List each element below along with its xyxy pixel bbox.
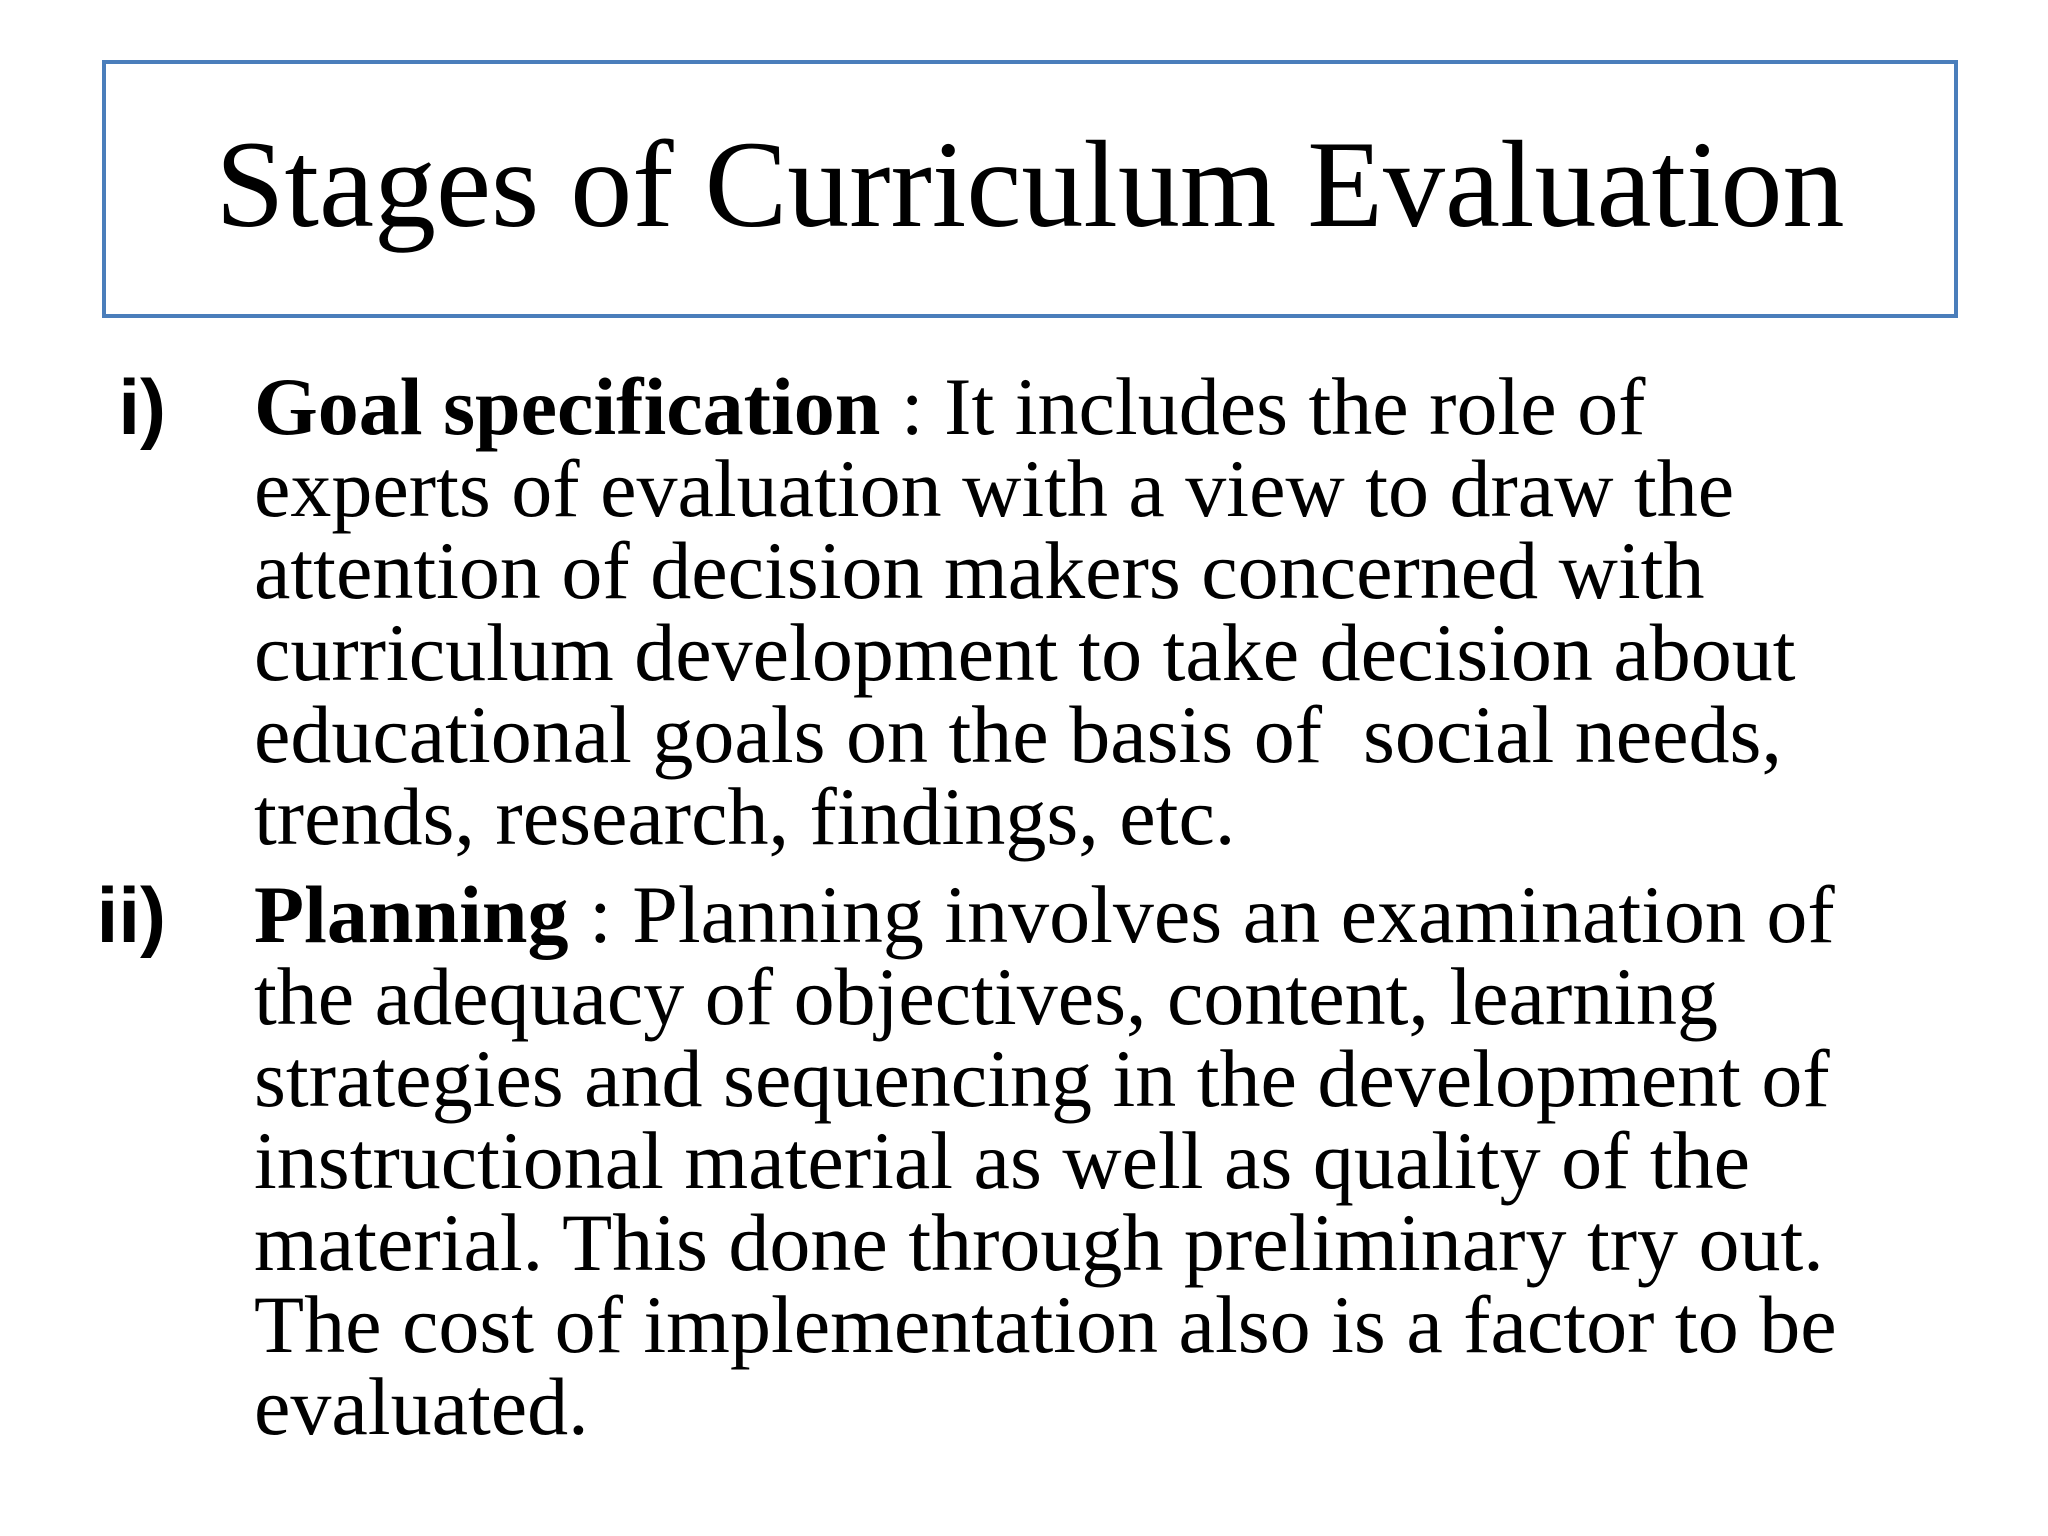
description-line: evaluated. [254, 1361, 589, 1452]
stage-description [254, 361, 1934, 862]
description-text: Planning involves an examination of [632, 869, 1835, 960]
description-line: The cost of implementation also is a factor to be [254, 1279, 1837, 1370]
description-line: strategies and sequencing in the development of [254, 1033, 1830, 1124]
description-line [254, 869, 1934, 960]
description-line: the adequacy of objectives, content, learning [254, 951, 1719, 1042]
term-separator: : [880, 361, 945, 452]
description-line: educational goals on the basis of social needs, [254, 689, 1782, 780]
description-line: curriculum development to take decision about [254, 607, 1796, 698]
description-line: material. This done through preliminary try out. [254, 1197, 1824, 1288]
title-box [102, 60, 1958, 318]
stage-description [254, 869, 1934, 1452]
description-line: experts of evaluation with a view to draw the [254, 443, 1735, 534]
description-line: trends, research, findings, etc. [254, 771, 1236, 862]
description-line: instructional material as well as quality of the [254, 1115, 1751, 1206]
description-text: It includes the role of [944, 361, 1646, 452]
slide-title: Stages of Curriculum Evaluation [215, 116, 1845, 253]
term-separator: : [568, 869, 633, 960]
list-marker: ii) [96, 871, 166, 959]
stage-term: Planning [254, 869, 569, 960]
stage-term: Goal specification [254, 361, 881, 452]
description-line [254, 361, 1934, 452]
list-marker: i) [118, 363, 166, 451]
description-line: attention of decision makers concerned with [254, 525, 1705, 616]
